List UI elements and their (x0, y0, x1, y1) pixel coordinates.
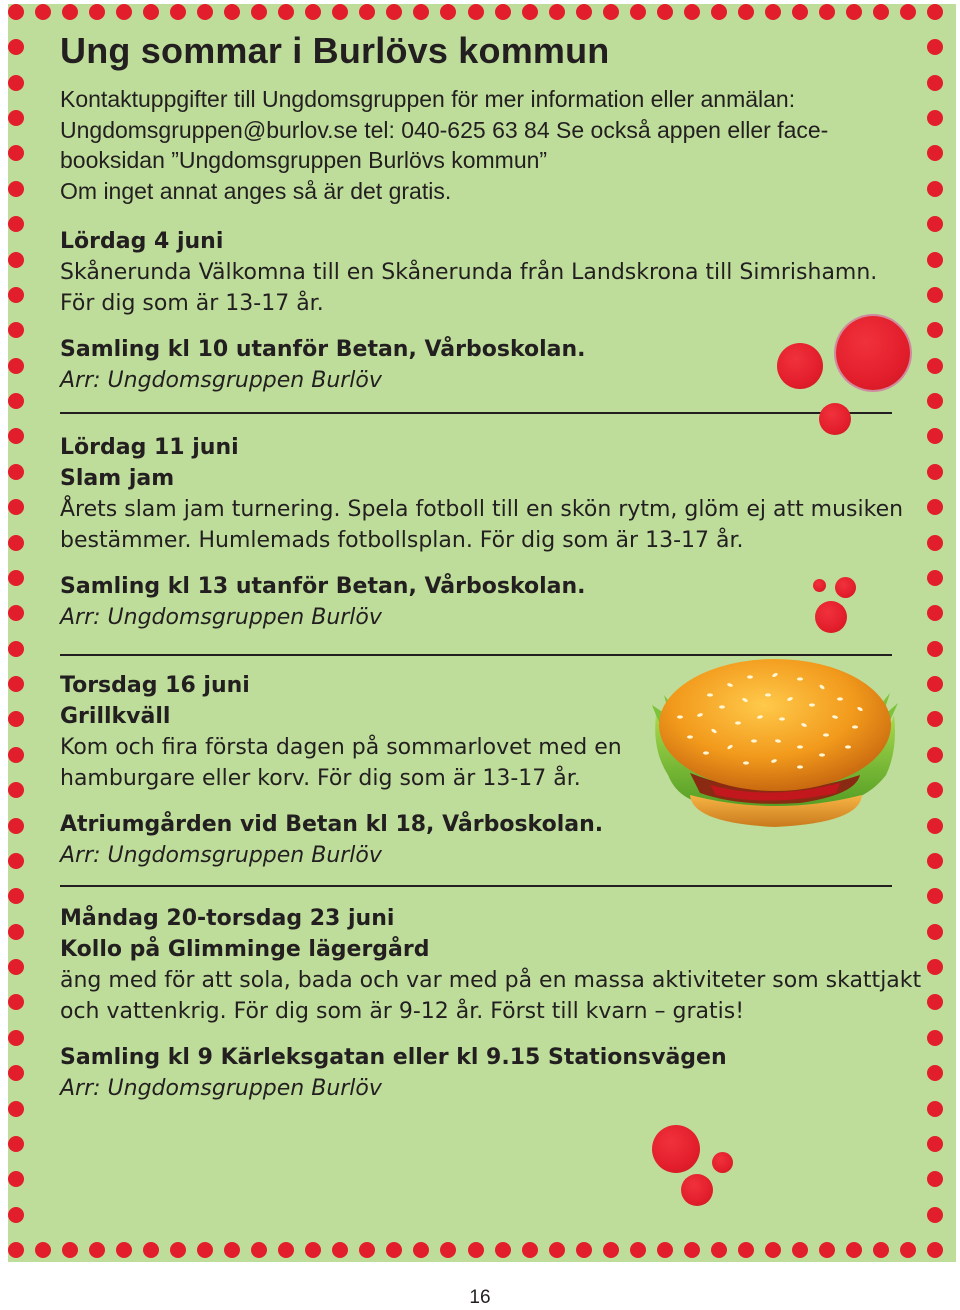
intro-line: Ungdomsgruppen@burlov.se tel: 040-625 63 84 Se också appen eller face- (60, 116, 829, 143)
border-dot (927, 4, 943, 20)
event-description: Kom och fira första dagen på sommarlovet med en (60, 735, 622, 760)
border-dot (8, 1207, 24, 1223)
border-dot (846, 1242, 862, 1258)
event-description: och vattenkrig. För dig som är 9-12 år. Först till kvarn – gratis! (60, 999, 745, 1024)
border-dot (8, 287, 24, 303)
border-dot (927, 959, 943, 975)
border-dot (8, 110, 24, 126)
intro-text (60, 84, 860, 206)
border-dot (927, 641, 943, 657)
event-name: Slam jam (60, 466, 175, 491)
border-dot (927, 358, 943, 374)
border-dot (792, 4, 808, 20)
border-dot (927, 252, 943, 268)
border-dot (900, 4, 916, 20)
border-dot (684, 4, 700, 20)
decor-ball (819, 403, 851, 435)
event-date: Lördag 4 juni (60, 229, 224, 254)
border-dot (8, 1242, 24, 1258)
border-dot (89, 1242, 105, 1258)
border-dot (576, 1242, 592, 1258)
event-organizer: Arr: Ungdomsgruppen Burlöv (60, 605, 382, 630)
border-dot (8, 464, 24, 480)
border-dot (8, 641, 24, 657)
event-date: Måndag 20-torsdag 23 juni (60, 906, 395, 931)
border-dot (657, 4, 673, 20)
border-dot (8, 853, 24, 869)
decor-ball (836, 316, 910, 390)
border-dot (927, 464, 943, 480)
border-dot (35, 4, 51, 20)
event-description: bestämmer. Humlemads fotbollsplan. För dig som är 13-17 år. (60, 528, 744, 553)
border-dot (116, 1242, 132, 1258)
border-dot (630, 4, 646, 20)
border-dot (927, 570, 943, 586)
border-dot (765, 4, 781, 20)
border-dot (927, 1030, 943, 1046)
event-2 (60, 432, 904, 633)
page-title: Ung sommar i Burlövs kommun (60, 30, 610, 71)
border-dot (738, 4, 754, 20)
border-dot (8, 924, 24, 940)
event-meeting: Samling kl 9 Kärleksgatan eller kl 9.15 Stationsvägen (60, 1045, 727, 1070)
border-dot (765, 1242, 781, 1258)
event-4 (60, 903, 922, 1104)
divider (60, 412, 892, 414)
border-dot (8, 358, 24, 374)
event-description: äng med för att sola, bada och var med på en massa aktiviteter som skattjakt (60, 968, 922, 993)
border-dot (8, 747, 24, 763)
border-dot (630, 1242, 646, 1258)
intro-line: booksidan ”Ungdomsgruppen Burlövs kommun” (60, 147, 548, 173)
border-dot (927, 535, 943, 551)
border-dot (927, 1207, 943, 1223)
border-dot (549, 4, 565, 20)
intro-line: Kontaktuppgifter till Ungdomsgruppen för mer information eller anmälan: (60, 86, 796, 112)
border-dot (819, 1242, 835, 1258)
decor-ball (815, 601, 847, 633)
border-dot (684, 1242, 700, 1258)
border-dot (846, 4, 862, 20)
border-dot (927, 1101, 943, 1117)
event-date: Lördag 11 juni (60, 435, 239, 460)
border-dot (927, 818, 943, 834)
border-dot (522, 4, 538, 20)
border-dot (657, 1242, 673, 1258)
event-description: Skånerunda Välkomna till en Skånerunda från Landskrona till Simrishamn. (60, 260, 878, 285)
border-dot (576, 4, 592, 20)
event-meeting: Samling kl 13 utanför Betan, Vårboskolan. (60, 574, 586, 599)
decor-ball (813, 579, 826, 592)
event-description: För dig som är 13-17 år. (60, 291, 324, 316)
decor-ball (652, 1125, 700, 1173)
border-dot (8, 4, 24, 20)
border-dot (8, 1136, 24, 1152)
event-name: Kollo på Glimminge lägergård (60, 937, 430, 962)
border-dot (8, 676, 24, 692)
border-dot (8, 252, 24, 268)
border-dot (819, 4, 835, 20)
border-dot (927, 110, 943, 126)
border-dot (792, 1242, 808, 1258)
border-dot (8, 75, 24, 91)
border-dot (89, 4, 105, 20)
border-dot (495, 4, 511, 20)
event-organizer: Arr: Ungdomsgruppen Burlöv (60, 843, 382, 868)
border-dot (62, 1242, 78, 1258)
border-dot (8, 181, 24, 197)
border-dot (927, 747, 943, 763)
border-dot (468, 4, 484, 20)
border-dot (927, 181, 943, 197)
border-dot (116, 4, 132, 20)
border-dot (927, 287, 943, 303)
border-dot (8, 570, 24, 586)
border-dot (711, 1242, 727, 1258)
border-dot (927, 1136, 943, 1152)
border-dot (495, 1242, 511, 1258)
border-dot (522, 1242, 538, 1258)
border-dot (927, 75, 943, 91)
hamburger-image (650, 655, 898, 831)
event-name: Grillkväll (60, 704, 171, 729)
decor-ball (712, 1152, 733, 1173)
border-dot (927, 924, 943, 940)
border-dot (468, 1242, 484, 1258)
border-dot (603, 4, 619, 20)
border-dot (603, 1242, 619, 1258)
border-dot (927, 853, 943, 869)
divider (60, 885, 892, 887)
decor-ball (777, 343, 823, 389)
event-description: hamburgare eller korv. För dig som är 13-17 år. (60, 766, 581, 791)
decor-ball (681, 1174, 713, 1206)
event-date: Torsdag 16 juni (60, 673, 250, 698)
border-dot (927, 393, 943, 409)
border-dot (738, 1242, 754, 1258)
event-organizer: Arr: Ungdomsgruppen Burlöv (60, 1076, 382, 1101)
intro-line: Om inget annat anges så är det gratis. (60, 177, 452, 204)
event-meeting: Atriumgården vid Betan kl 18, Vårboskolan. (60, 812, 604, 837)
border-dot (8, 959, 24, 975)
border-dot (549, 1242, 565, 1258)
border-dot (8, 818, 24, 834)
event-1 (60, 226, 900, 396)
border-dot (62, 4, 78, 20)
page-number: 16 (469, 1287, 491, 1308)
border-dot (8, 535, 24, 551)
border-dot (35, 1242, 51, 1258)
decor-ball (835, 577, 856, 598)
border-dot (8, 1030, 24, 1046)
event-meeting: Samling kl 10 utanför Betan, Vårboskolan. (60, 337, 586, 362)
border-dot (8, 393, 24, 409)
event-organizer: Arr: Ungdomsgruppen Burlöv (60, 368, 382, 393)
border-dot (8, 1101, 24, 1117)
border-dot (711, 4, 727, 20)
border-dot (927, 1242, 943, 1258)
event-description: Årets slam jam turnering. Spela fotboll till en skön rytm, glöm ej att musiken (60, 497, 904, 522)
border-dot (873, 4, 889, 20)
border-dot (900, 1242, 916, 1258)
border-dot (873, 1242, 889, 1258)
border-dot (927, 676, 943, 692)
